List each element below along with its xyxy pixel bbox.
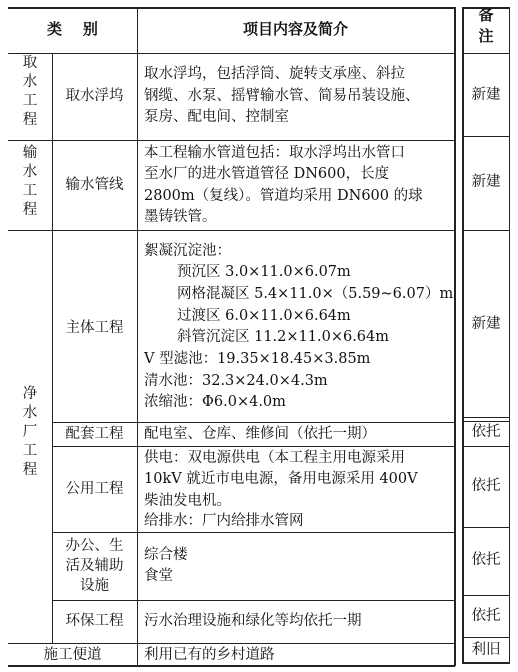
remark-env: 依托 [471, 608, 501, 624]
row-rule [8, 230, 455, 231]
row-rule [462, 230, 510, 231]
row-rule [52, 446, 455, 447]
item-name-main: 主体工程 [65, 320, 124, 336]
content-main-line7: 清水池：32.3×24.0×4.3m [144, 373, 328, 389]
content-pipeline-line2: 至水厂的进水管道管径 DN600，长度 [144, 166, 390, 182]
content-main-line6: V 型滤池：19.35×18.45×3.85m [144, 351, 371, 367]
content-utilities-line4: 给排水：厂内给排水管网 [144, 513, 304, 529]
category-char: 取 [22, 55, 38, 71]
column-rule [137, 7, 138, 666]
row-rule [8, 643, 455, 644]
item-name-ancillary: 配套工程 [65, 426, 124, 442]
row-rule [462, 417, 510, 418]
content-intake-line1: 取水浮坞，包括浮筒、旋转支承座、斜拉 [144, 66, 405, 82]
row-rule [462, 637, 510, 638]
category-char: 工 [22, 443, 38, 459]
remark-main: 新建 [471, 316, 501, 332]
category-char: 净 [22, 386, 38, 402]
column-rule [454, 7, 456, 666]
header-content: 项目内容及简介 [242, 20, 348, 38]
content-main-line1: 絮凝沉淀池： [144, 243, 231, 259]
content-main-line5: 斜管沉淀区 11.2×11.0×6.64m [177, 329, 390, 345]
row-rule [8, 53, 455, 54]
content-utilities-line3: 柴油发电机。 [144, 493, 231, 509]
item-name-pipeline: 输水管线 [65, 177, 124, 193]
content-main-line4: 过渡区 6.0×11.0×6.64m [177, 308, 351, 324]
row-rule [52, 600, 455, 601]
row-rule [8, 140, 455, 141]
content-utilities-line1: 供电：双电源供电（本工程主用电源采用 [144, 450, 405, 466]
category-plant [21, 385, 39, 480]
column-rule [509, 7, 510, 663]
content-ancillary-line1: 配电室、仓库、维修间（依托一期） [144, 426, 376, 442]
content-office-line1: 综合楼 [144, 547, 188, 563]
item-name-utilities: 公用工程 [65, 481, 124, 497]
remarks-bottom-rule [462, 662, 510, 664]
category-char: 水 [22, 164, 38, 180]
remark-ancillary: 依托 [471, 424, 501, 440]
category-char: 工 [22, 93, 38, 109]
row-rule [52, 422, 455, 423]
remark-office: 依托 [471, 552, 501, 568]
category-pipeline [21, 144, 39, 220]
remark-utilities: 依托 [471, 478, 501, 494]
content-road-line1: 利用已有的乡村道路 [144, 647, 275, 663]
content-main-line8: 浓缩池：Φ6.0×4.0m [144, 394, 286, 410]
content-main-line2: 预沉区 3.0×11.0×6.07m [177, 264, 351, 280]
category-char: 厂 [22, 424, 38, 440]
remark-intake: 新建 [471, 87, 501, 103]
content-intake-line3: 泵房、配电间、控制室 [144, 109, 289, 125]
content-main-line3: 网格混凝区 5.4×11.0×（5.59~6.07）m [177, 286, 454, 302]
table-top-rule [8, 7, 455, 9]
content-env-line1: 污水治理设施和绿化等均依托一期 [144, 613, 362, 629]
category-char: 水 [22, 74, 38, 90]
row-rule [462, 136, 510, 137]
item-name-intake: 取水浮坞 [65, 88, 124, 104]
item-name-road: 施工便道 [43, 647, 102, 663]
header-category: 类 别 [47, 20, 98, 38]
header-remarks-line1: 备 [478, 6, 494, 24]
category-char: 程 [22, 202, 38, 218]
content-utilities-line2: 10kV 就近市电电源，备用电源采用 400V [144, 471, 418, 487]
row-rule [462, 527, 510, 528]
header-remarks-line2: 注 [478, 27, 494, 45]
category-char: 工 [22, 183, 38, 199]
category-char: 程 [22, 462, 38, 478]
item-name-office-line2: 活及辅助 [65, 558, 124, 574]
category-intake [21, 54, 39, 130]
category-char: 水 [22, 405, 38, 421]
content-intake-line2: 钢缆、水泵、摇臂输水管、简易吊装设施、 [144, 88, 420, 104]
remark-pipeline: 新建 [471, 174, 501, 190]
item-name-env: 环保工程 [65, 613, 124, 629]
item-name-office-line1: 办公、生 [65, 538, 124, 554]
content-pipeline-line1: 本工程输水管道包括：取水浮坞出水管口 [144, 145, 405, 161]
remark-road: 利旧 [471, 642, 501, 658]
row-rule [462, 446, 510, 447]
category-char: 输 [22, 145, 38, 161]
item-name-office-line3: 设施 [80, 578, 109, 594]
category-char: 程 [22, 112, 38, 128]
content-pipeline-line3: 2800m（复线）。管道均采用 DN600 的球 [144, 188, 423, 204]
content-office-line2: 食堂 [144, 568, 173, 584]
header-remarks [463, 5, 509, 47]
row-rule [462, 595, 510, 596]
content-pipeline-line4: 墨铸铁管。 [144, 209, 217, 225]
row-rule [462, 53, 510, 54]
